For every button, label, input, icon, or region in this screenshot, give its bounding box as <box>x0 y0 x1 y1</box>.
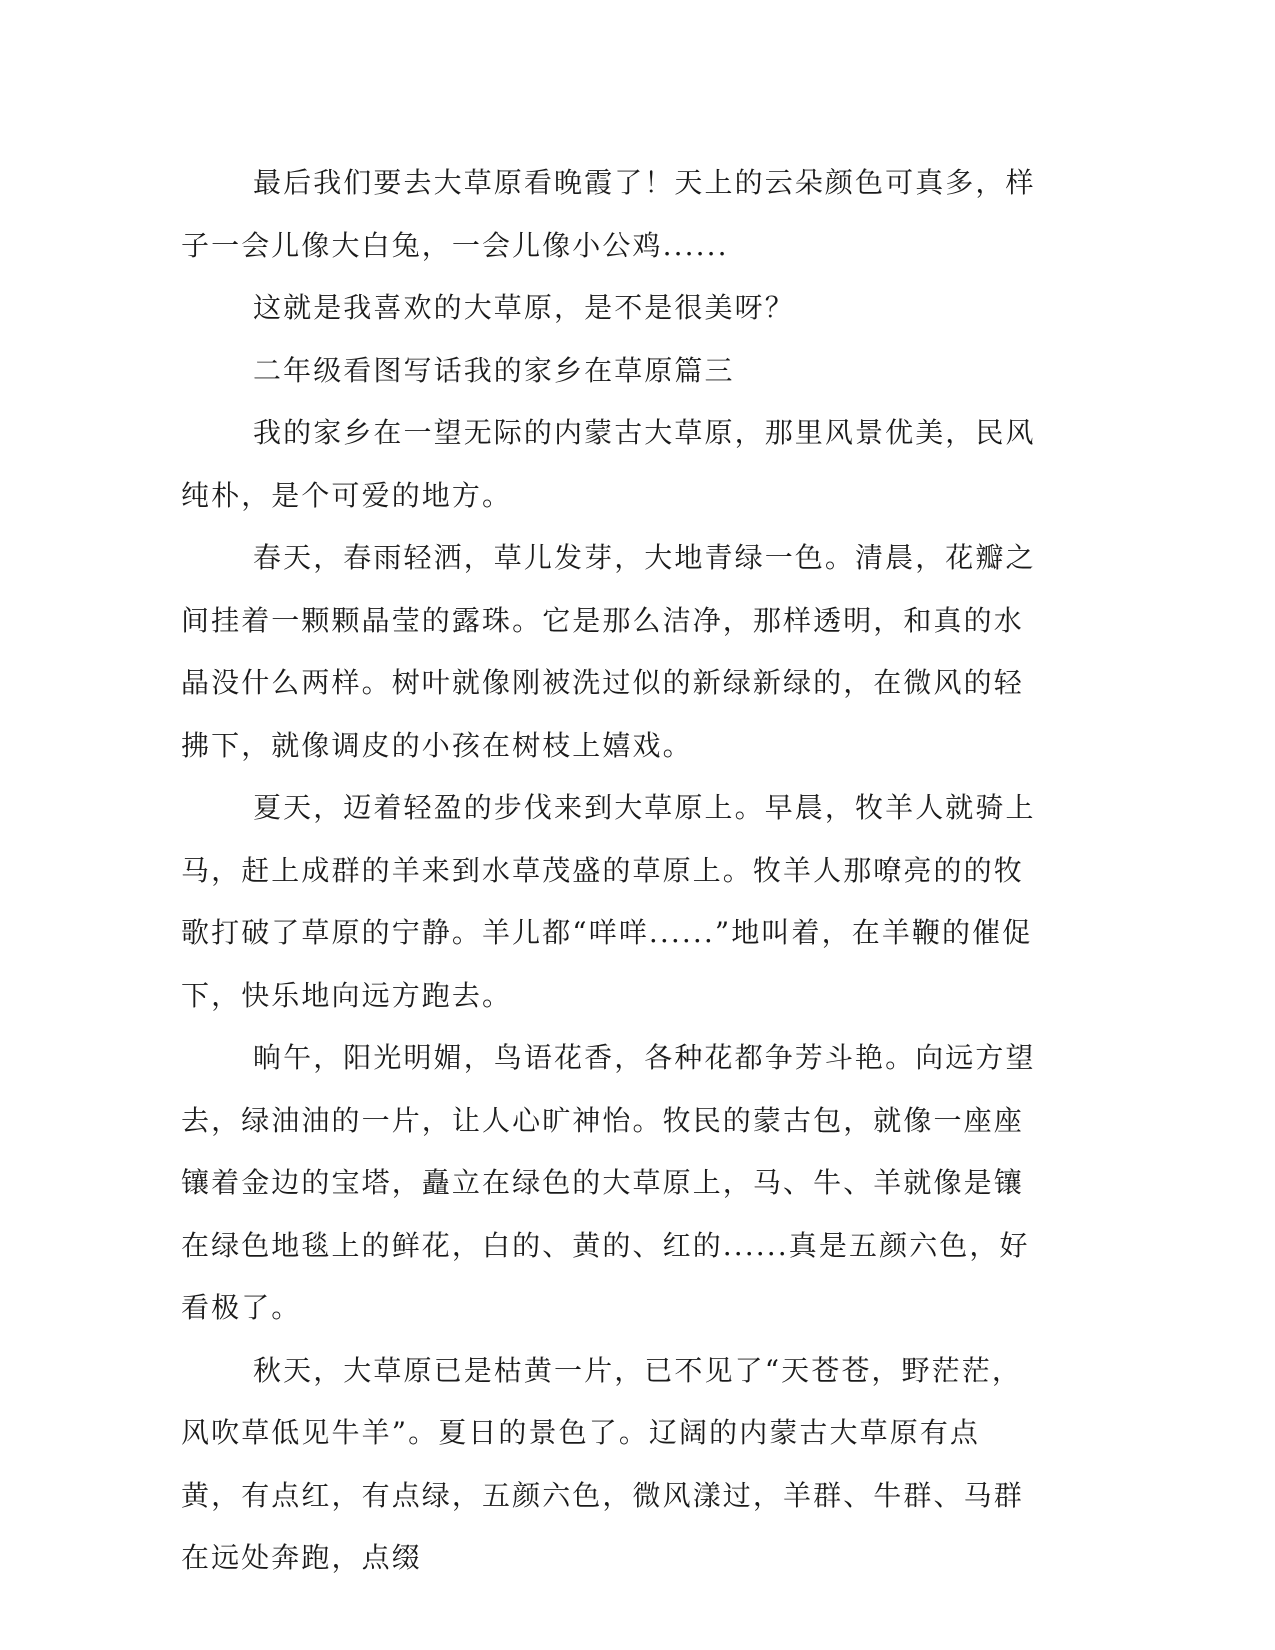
document-body <box>181 152 1036 1590</box>
section-heading: 二年级看图写话我的家乡在草原篇三 <box>253 353 735 387</box>
paragraph-autumn: 秋天，大草原已是枯黄一片，已不见了“天苍苍，野茫茫，风吹草低见牛羊”。夏日的景色了。辽阔的内蒙古大草原有点黄，有点红，有点绿，五颜六色，微风漾过，羊群、牛群、马群在远处奔跑，点缀 <box>181 1353 1024 1574</box>
paragraph-hometown-intro: 我的家乡在一望无际的内蒙古大草原，那里风景优美，民风纯朴，是个可爱的地方。 <box>181 416 1036 512</box>
paragraph-noon: 晌午，阳光明媚，鸟语花香，各种花都争芳斗艳。向远方望去，绿油油的一片，让人心旷神怡。牧民的蒙古包，就像一座座镶着金边的宝塔，矗立在绿色的大草原上，马、牛、羊就像是镶在绿色地毯上的鲜花，白的、黄的、红的......真是五颜六色，好看极了。 <box>181 1041 1036 1324</box>
paragraph-sunset: 最后我们要去大草原看晚霞了！天上的云朵颜色可真多，样子一会儿像大白兔，一会儿像小公鸡...... <box>181 166 1036 262</box>
paragraph-summer-morning: 夏天，迈着轻盈的步伐来到大草原上。早晨，牧羊人就骑上马，赶上成群的羊来到水草茂盛的草原上。牧羊人那嘹亮的的牧歌打破了草原的宁静。羊儿都“咩咩......”地叫着，在羊鞭的催促下，快乐地向远方跑去。 <box>181 791 1036 1012</box>
paragraph-spring: 春天，春雨轻洒，草儿发芽，大地青绿一色。清晨，花瓣之间挂着一颗颗晶莹的露珠。它是那么洁净，那样透明，和真的水晶没什么两样。树叶就像刚被洗过似的新绿新绿的，在微风的轻拂下，就像调皮的小孩在树枝上嬉戏。 <box>181 541 1036 762</box>
paragraph-beautiful-grassland: 这就是我喜欢的大草原，是不是很美呀？ <box>253 291 795 324</box>
